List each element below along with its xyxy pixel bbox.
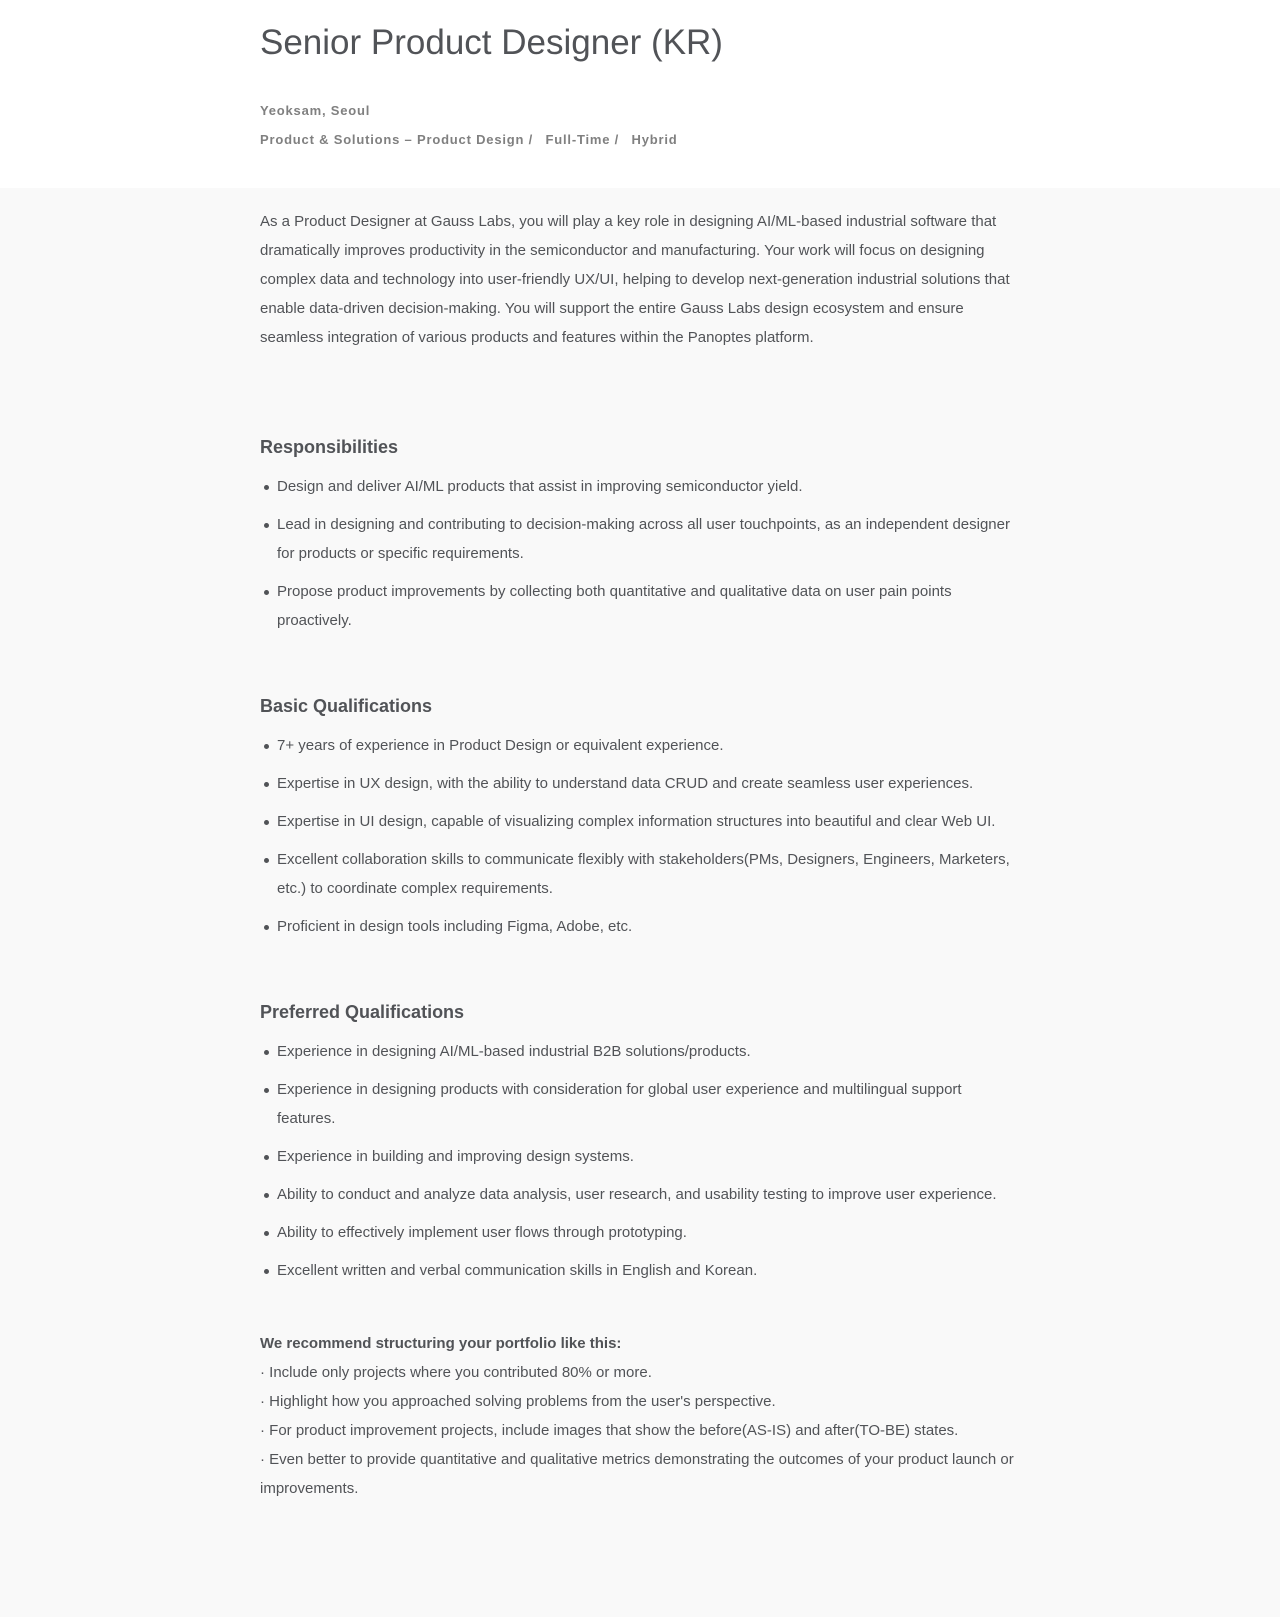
list-item: 7+ years of experience in Product Design or equivalent experience.: [260, 731, 1020, 760]
list-item: Propose product improvements by collecting both quantitative and qualitative data on user pain points proactively.: [260, 577, 1020, 635]
portfolio-guidance: [260, 1329, 1020, 1503]
list-item: Expertise in UX design, with the ability to understand data CRUD and create seamless user experiences.: [260, 769, 1020, 798]
list-item: Experience in building and improving design systems.: [260, 1142, 1020, 1171]
job-location: Yeoksam, Seoul: [260, 103, 371, 118]
job-categories: [260, 131, 1020, 149]
list-item: Proficient in design tools including Figma, Adobe, etc.: [260, 912, 1020, 941]
job-content: [0, 188, 1280, 1503]
list-item: Ability to effectively implement user flows through prototyping.: [260, 1218, 1020, 1247]
job-description: As a Product Designer at Gauss Labs, you will play a key role in designing AI/ML-based industrial software that dramatically improves productivity in the semiconductor and manufacturing. Your work will focus on designing complex data and technology into user-friendly UX/UI, helping to develop next-generation industrial solutions that enable data-driven decision-making. You will support the entire Gauss Labs design ecosystem and ensure seamless integration of various products and features within the Panoptes platform.: [260, 213, 1010, 346]
responsibilities-heading: Responsibilities: [260, 437, 399, 457]
job-workplace-type: Hybrid: [631, 132, 678, 147]
list-item: Design and deliver AI/ML products that assist in improving semiconductor yield.: [260, 472, 1020, 501]
basic-qualifications-list: [260, 731, 1020, 941]
list-item: Experience in designing products with consideration for global user experience and multilingual support features.: [260, 1075, 1020, 1133]
list-item: Excellent written and verbal communication skills in English and Korean.: [260, 1256, 1020, 1285]
responsibilities-section: [260, 434, 1020, 635]
portfolio-guidance-line: · Even better to provide quantitative and qualitative metrics demonstrating the outcomes of your product launch or improvements.: [260, 1451, 1014, 1497]
preferred-qualifications-section: [260, 999, 1020, 1285]
list-item: Lead in designing and contributing to decision-making across all user touchpoints, as an independent designer for products or specific requirements.: [260, 510, 1020, 568]
portfolio-guidance-heading: We recommend structuring your portfolio like this:: [260, 1335, 622, 1352]
list-item: Ability to conduct and analyze data analysis, user research, and usability testing to improve user experience.: [260, 1180, 1020, 1209]
portfolio-guidance-line: · For product improvement projects, include images that show the before(AS-IS) and after(TO-BE) states.: [260, 1422, 959, 1439]
basic-qualifications-section: [260, 693, 1020, 941]
portfolio-guidance-line: · Highlight how you approached solving problems from the user's perspective.: [260, 1393, 776, 1410]
job-header: [0, 0, 1280, 188]
job-commitment: Full-Time /: [545, 132, 620, 147]
list-item: Expertise in UI design, capable of visualizing complex information structures into beautiful and clear Web UI.: [260, 807, 1020, 836]
job-title: Senior Product Designer (KR): [260, 23, 723, 62]
preferred-qualifications-heading: Preferred Qualifications: [260, 1002, 465, 1022]
portfolio-guidance-line: · Include only projects where you contributed 80% or more.: [260, 1364, 652, 1381]
preferred-qualifications-list: [260, 1037, 1020, 1285]
basic-qualifications-heading: Basic Qualifications: [260, 696, 433, 716]
job-team: Product & Solutions – Product Design /: [260, 132, 534, 147]
list-item: Experience in designing AI/ML-based industrial B2B solutions/products.: [260, 1037, 1020, 1066]
list-item: Excellent collaboration skills to communicate flexibly with stakeholders(PMs, Designers, Engineers, Marketers, etc.) to coordinate complex requirements.: [260, 845, 1020, 903]
responsibilities-list: [260, 472, 1020, 635]
